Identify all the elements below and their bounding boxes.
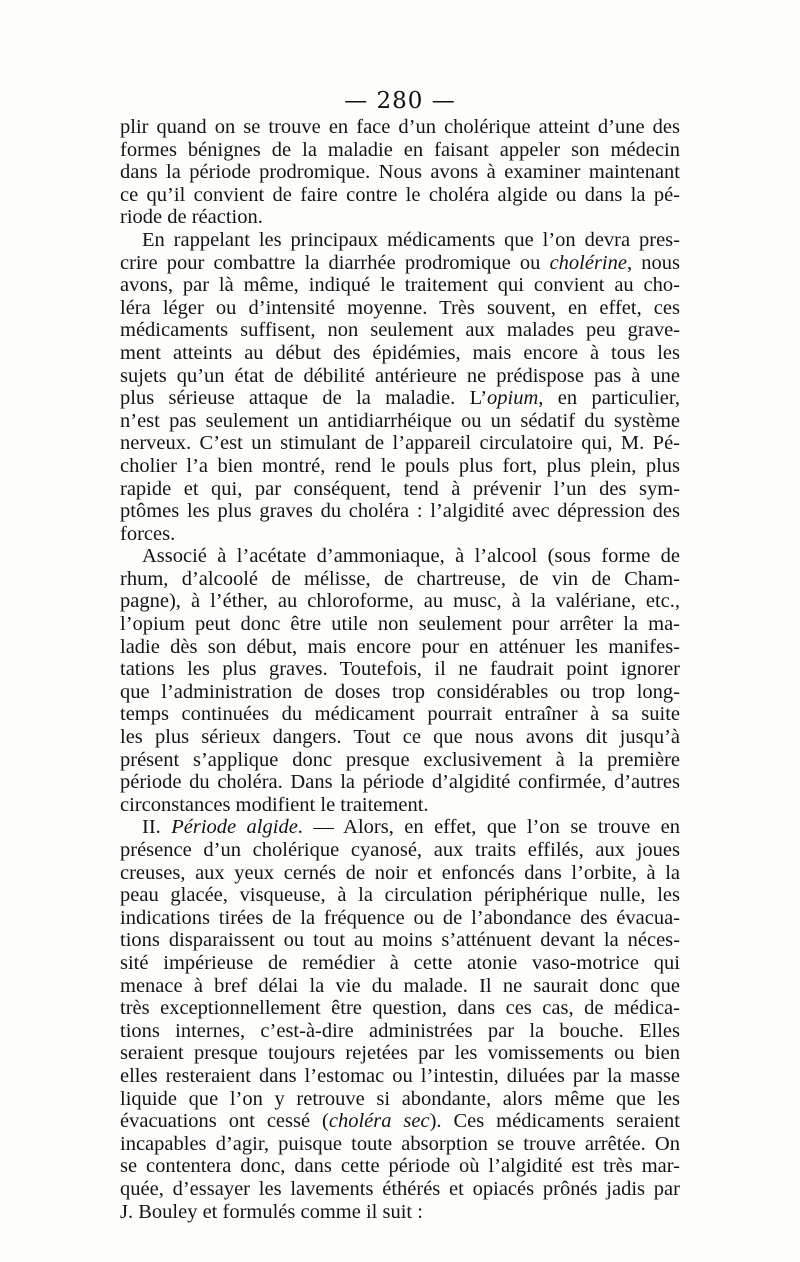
text-line: nerveux. C’est un stimulant de l’appareil circulatoire qui, M. Pé- xyxy=(120,432,680,455)
text-line: forces. xyxy=(120,522,176,545)
text-line: les plus sérieux dangers. Tout ce que nous avons dit jusqu’à xyxy=(120,726,680,749)
text-line: circonstances modifient le traitement. xyxy=(120,793,429,816)
text-line: elles resteraient dans l’estomac ou l’intestin, diluées par la masse xyxy=(120,1064,680,1087)
text-line: tations les plus graves. Toutefois, il ne faudrait point ignorer xyxy=(120,658,680,681)
text-line: évacuations ont cessé (choléra sec). Ces médicaments seraient xyxy=(120,1110,680,1133)
text-line: n’est pas seulement un antidiarrhéique ou un sédatif du système xyxy=(120,409,680,432)
paragraph-4 xyxy=(120,816,680,1223)
text-line: Associé à l’acétate d’ammoniaque, à l’alcool (sous forme de xyxy=(142,545,680,568)
text-line: creuses, aux yeux cernés de noir et enfoncés dans l’orbite, à la xyxy=(120,861,680,884)
paragraph-2 xyxy=(120,229,680,545)
text-line: plus sérieuse attaque de la maladie. L’opium, en particulier, xyxy=(120,387,680,410)
text-line: période du choléra. Dans la période d’algidité confirmée, d’autres xyxy=(120,771,680,794)
paragraph-1 xyxy=(120,116,680,229)
text-line: pagne), à l’éther, au chloroforme, au musc, à la valériane, etc., xyxy=(120,590,680,613)
text-line: formes bénignes de la maladie en faisant appeler son médecin xyxy=(120,138,680,161)
text-line: sujets qu’un état de débilité antérieure ne prédispose pas à une xyxy=(120,364,680,387)
text-line: se contentera donc, dans cette période où l’algidité est très mar- xyxy=(120,1155,680,1178)
text-line: crire pour combattre la diarrhée prodromique ou cholérine, nous xyxy=(120,251,680,274)
text-line: que l’administration de doses trop considérables ou trop long- xyxy=(120,680,680,703)
text-line: médicaments suffisent, non seulement aux malades peu grave- xyxy=(120,319,680,342)
text-line: riode de réaction. xyxy=(120,206,263,229)
text-line: ce qu’il convient de faire contre le choléra algide ou dans la pé- xyxy=(120,183,680,206)
text-line: présence d’un cholérique cyanosé, aux traits effilés, aux joues xyxy=(120,839,680,861)
text-line: liquide que l’on y retrouve si abondante, alors même que les xyxy=(120,1087,680,1110)
text-line: léra léger ou d’intensité moyenne. Très souvent, en effet, ces xyxy=(120,296,680,319)
text-line: dans la période prodromique. Nous avons à examiner maintenant xyxy=(120,161,680,184)
text-line: sité impérieuse de remédier à cette atonie vaso-motrice qui xyxy=(120,951,680,974)
text-line: tions internes, c’est-à-dire administrées par la bouche. Elles xyxy=(120,1019,680,1042)
text-line: seraient presque toujours rejetées par les vomissements ou bien xyxy=(120,1042,680,1065)
text-line: incapables d’agir, puisque toute absorption se trouve arrêtée. On xyxy=(120,1132,680,1155)
page-number: — 280 — xyxy=(344,88,456,114)
text-line: rapide et qui, par conséquent, tend à prévenir l’un des sym- xyxy=(120,477,680,500)
text-line: II. Période algide. — Alors, en effet, que l’on se trouve en xyxy=(142,816,680,839)
text-line: ptômes les plus graves du choléra : l’algidité avec dépression des xyxy=(120,500,680,523)
text-line: rhum, d’alcoolé de mélisse, de chartreuse, de vin de Cham- xyxy=(120,567,680,590)
text-line: présent s’applique donc presque exclusivement à la première xyxy=(120,748,680,771)
text-line: l’opium peut donc être utile non seulement pour arrêter la ma- xyxy=(120,613,680,636)
text-line: plir quand on se trouve en face d’un cholérique atteint d’une des xyxy=(120,116,680,138)
body-text xyxy=(120,116,680,1223)
text-line: temps continuées du médicament pourrait entraîner à sa suite xyxy=(120,703,680,726)
text-line: En rappelant les principaux médicaments que l’on devra pres- xyxy=(142,228,680,251)
text-line: ladie dès son début, mais encore pour en atténuer les manifes- xyxy=(120,635,680,658)
text-line: indications tirées de la fréquence ou de l’abondance des évacua- xyxy=(120,906,680,929)
text-line: J. Bouley et formulés comme il suit : xyxy=(120,1200,423,1223)
text-line: cholier l’a bien montré, rend le pouls plus fort, plus plein, plus xyxy=(120,454,680,477)
text-line: avons, par là même, indiqué le traitement qui convient au cho- xyxy=(120,274,680,297)
text-line: quée, d’essayer les lavements éthérés et opiacés prônés jadis par xyxy=(120,1177,680,1200)
paragraph-3 xyxy=(120,545,680,816)
text-line: menace à bref délai la vie du malade. Il ne saurait donc que xyxy=(120,974,680,997)
text-line: très exceptionnellement être question, dans ces cas, de médica- xyxy=(120,997,680,1020)
text-line: tions disparaissent ou tout au moins s’atténuent devant la néces- xyxy=(120,929,680,952)
text-line: peau glacée, visqueuse, à la circulation périphérique nulle, les xyxy=(120,884,680,907)
text-line: ment atteints au début des épidémies, mais encore à tous les xyxy=(120,341,680,364)
